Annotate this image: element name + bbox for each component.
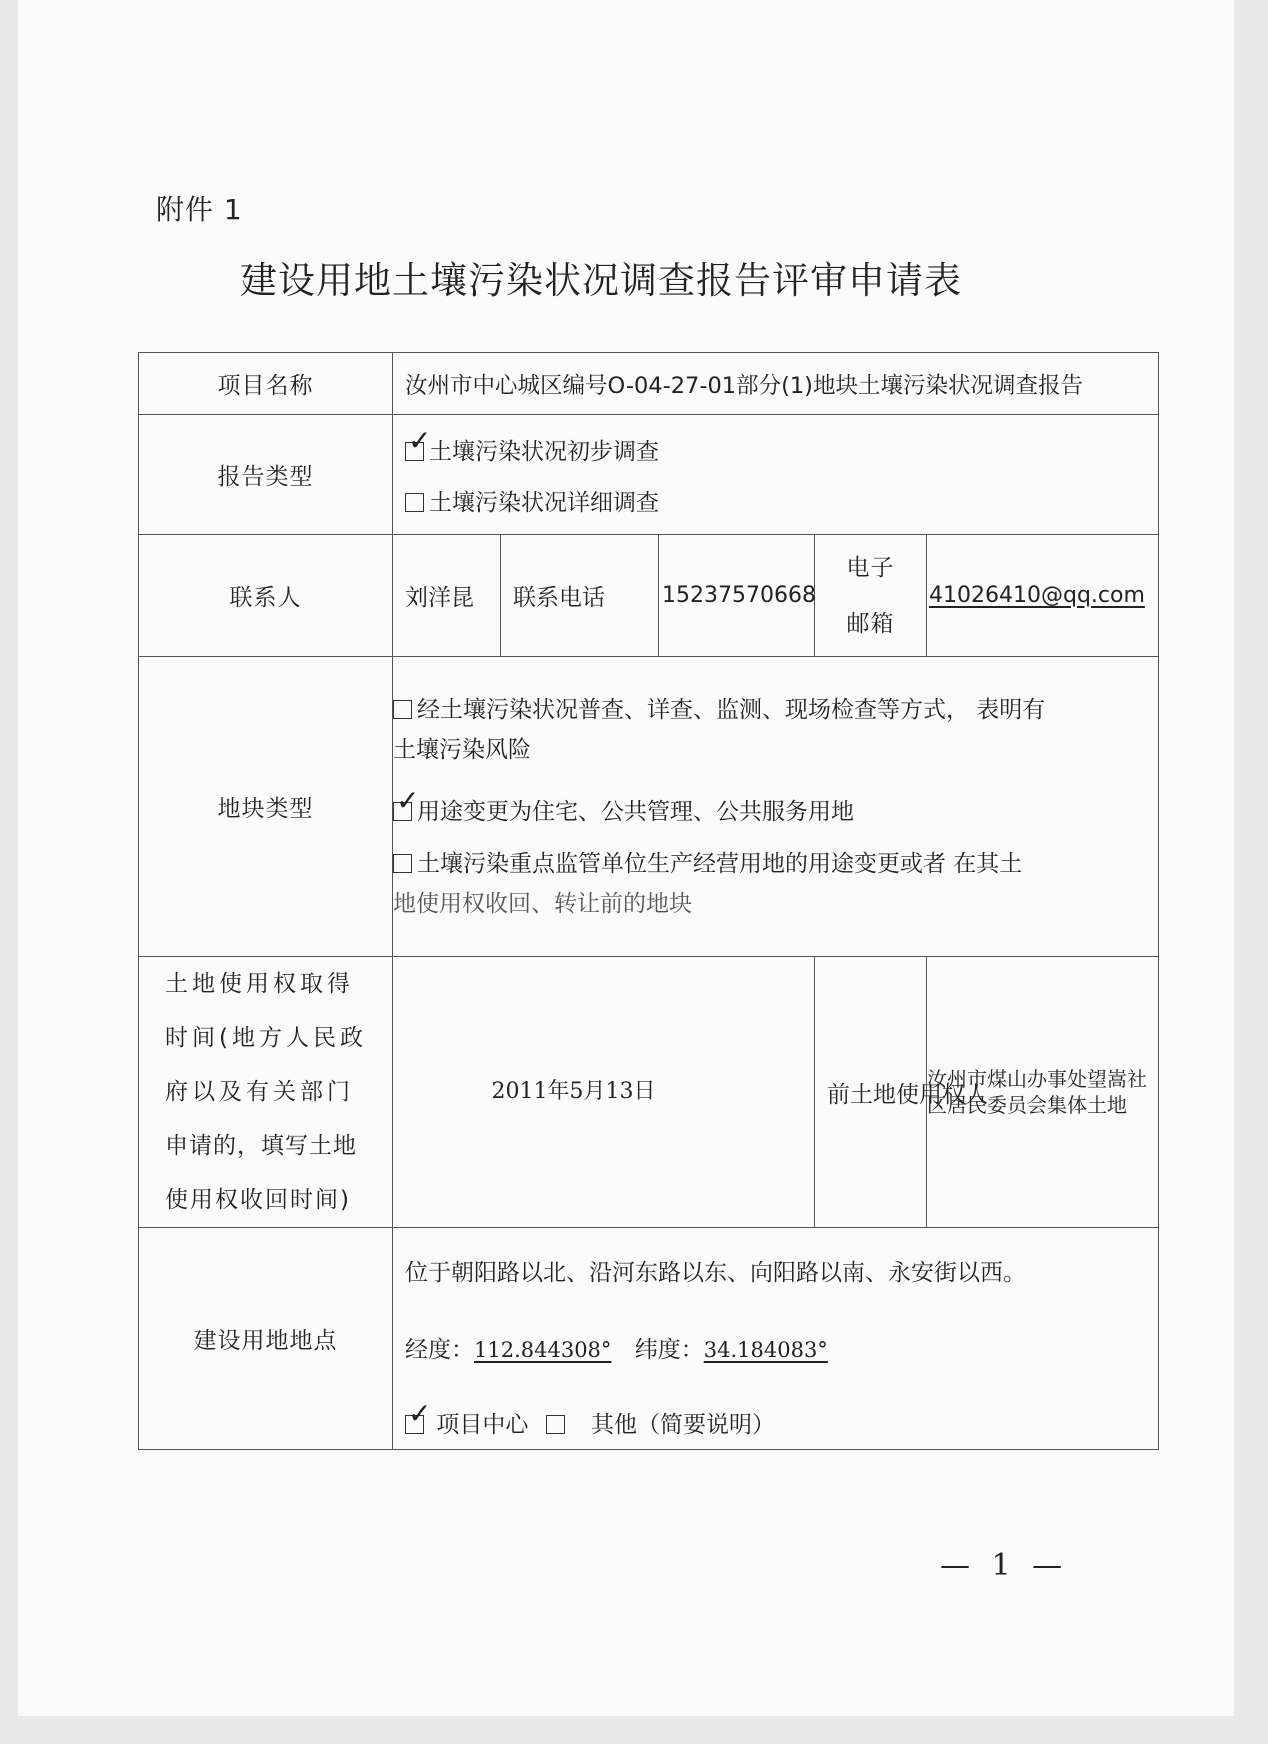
phone-label: 联系电话 <box>501 535 659 657</box>
checkbox-unchecked-icon[interactable] <box>393 854 412 873</box>
previous-owner-value[interactable]: 汝州市煤山办事处望嵩社区居民委员会集体土地 <box>927 957 1159 1228</box>
longitude-label: 经度： <box>405 1337 474 1363</box>
plot-type-options <box>393 657 1159 957</box>
latitude-value[interactable]: 34.184083° <box>703 1338 828 1362</box>
plot-option-2-label: 用途变更为住宅、公共管理、公共服务用地 <box>417 798 854 825</box>
row-report-type <box>139 415 1159 535</box>
row-site-location <box>139 1228 1159 1450</box>
email-label <box>815 535 927 657</box>
plot-option-3-line-2: 地使用权收回、转让前的地块 <box>393 890 692 917</box>
contact-name[interactable]: 刘洋昆 <box>393 535 501 657</box>
email-label-line-2: 邮箱 <box>846 610 895 637</box>
report-type-initial-label: 土壤污染状况初步调查 <box>429 438 659 465</box>
checkbox-checked-icon[interactable] <box>393 783 420 821</box>
site-option-center-label: 项目中心 <box>436 1412 529 1438</box>
checkmark-icon: ✓ <box>408 1397 432 1430</box>
form-title: 建设用地土壤污染状况调查报告评审申请表 <box>240 259 962 302</box>
checkbox-unchecked-icon[interactable] <box>393 700 412 719</box>
longitude-value[interactable]: 112.844308° <box>474 1338 612 1362</box>
checkbox-checked-icon[interactable] <box>405 423 432 461</box>
site-label: 建设用地地点 <box>139 1228 393 1450</box>
site-option-other[interactable] <box>546 1412 775 1438</box>
checkbox-unchecked-icon[interactable] <box>405 493 424 512</box>
email-label-line-1: 电子 <box>846 554 895 581</box>
latitude-label: 纬度： <box>634 1337 704 1363</box>
land-right-label-line-5: 使用权收回时间) <box>165 1187 351 1213</box>
plot-type-option-residential[interactable] <box>393 783 1158 832</box>
site-coordinates <box>405 1331 1158 1364</box>
site-option-center[interactable] <box>405 1397 529 1438</box>
contact-label: 联系人 <box>139 535 393 657</box>
application-form-table <box>138 352 1159 1450</box>
plot-type-option-risk[interactable] <box>393 690 1158 770</box>
plot-option-1-line-1: 经土壤污染状况普查、详查、监测、现场检查等方式， 表明有 <box>417 696 1046 723</box>
previous-owner-label: 前土地使用权人 <box>815 957 927 1228</box>
land-right-label-line-3: 府以及有关部门 <box>165 1079 354 1105</box>
plot-type-option-supervised[interactable] <box>393 844 1158 924</box>
project-name-label: 项目名称 <box>139 353 393 415</box>
land-right-label-line-2: 时间(地方人民政 <box>165 1025 367 1051</box>
plot-type-label: 地块类型 <box>139 657 393 957</box>
row-plot-type <box>139 657 1159 957</box>
checkbox-checked-icon[interactable] <box>405 1397 432 1434</box>
page-number: — 1 — <box>940 1548 1069 1583</box>
land-right-label-line-4: 申请的，填写土地 <box>165 1133 357 1159</box>
attachment-label: 附件 1 <box>156 193 243 226</box>
checkmark-icon: ✓ <box>396 783 420 817</box>
site-reference-options <box>405 1397 1158 1439</box>
report-type-options <box>393 415 1159 535</box>
row-land-use-right <box>139 957 1159 1228</box>
land-right-date[interactable]: 2011年5月13日 <box>393 957 815 1228</box>
project-name-value[interactable]: 汝州市中心城区编号O-04-27-01部分(1)地块土壤污染状况调查报告 <box>393 353 1159 415</box>
row-project-name <box>139 353 1159 415</box>
plot-option-3-line-1: 土壤污染重点监管单位生产经营用地的用途变更或者 在其土 <box>417 850 1023 877</box>
site-location-text[interactable]: 位于朝阳路以北、沿河东路以东、向阳路以南、永安街以西。 <box>405 1260 1026 1286</box>
site-option-other-label: 其他（简要说明） <box>590 1412 775 1438</box>
email-link[interactable]: 41026410@qq.com <box>929 583 1145 608</box>
site-details <box>393 1228 1159 1450</box>
plot-option-1-line-2: 土壤污染风险 <box>393 736 531 763</box>
land-right-label-line-1: 土地使用权取得 <box>165 971 354 997</box>
email-value[interactable] <box>927 535 1159 657</box>
phone-value[interactable]: 15237570668 <box>659 535 815 657</box>
report-type-option-initial[interactable] <box>405 423 1158 466</box>
checkmark-icon: ✓ <box>408 423 432 457</box>
land-right-label <box>139 957 393 1228</box>
row-contact <box>139 535 1159 657</box>
report-type-label: 报告类型 <box>139 415 393 535</box>
checkbox-unchecked-icon[interactable] <box>546 1415 565 1434</box>
report-type-detailed-label: 土壤污染状况详细调查 <box>429 489 659 516</box>
report-type-option-detailed[interactable] <box>405 484 1158 517</box>
